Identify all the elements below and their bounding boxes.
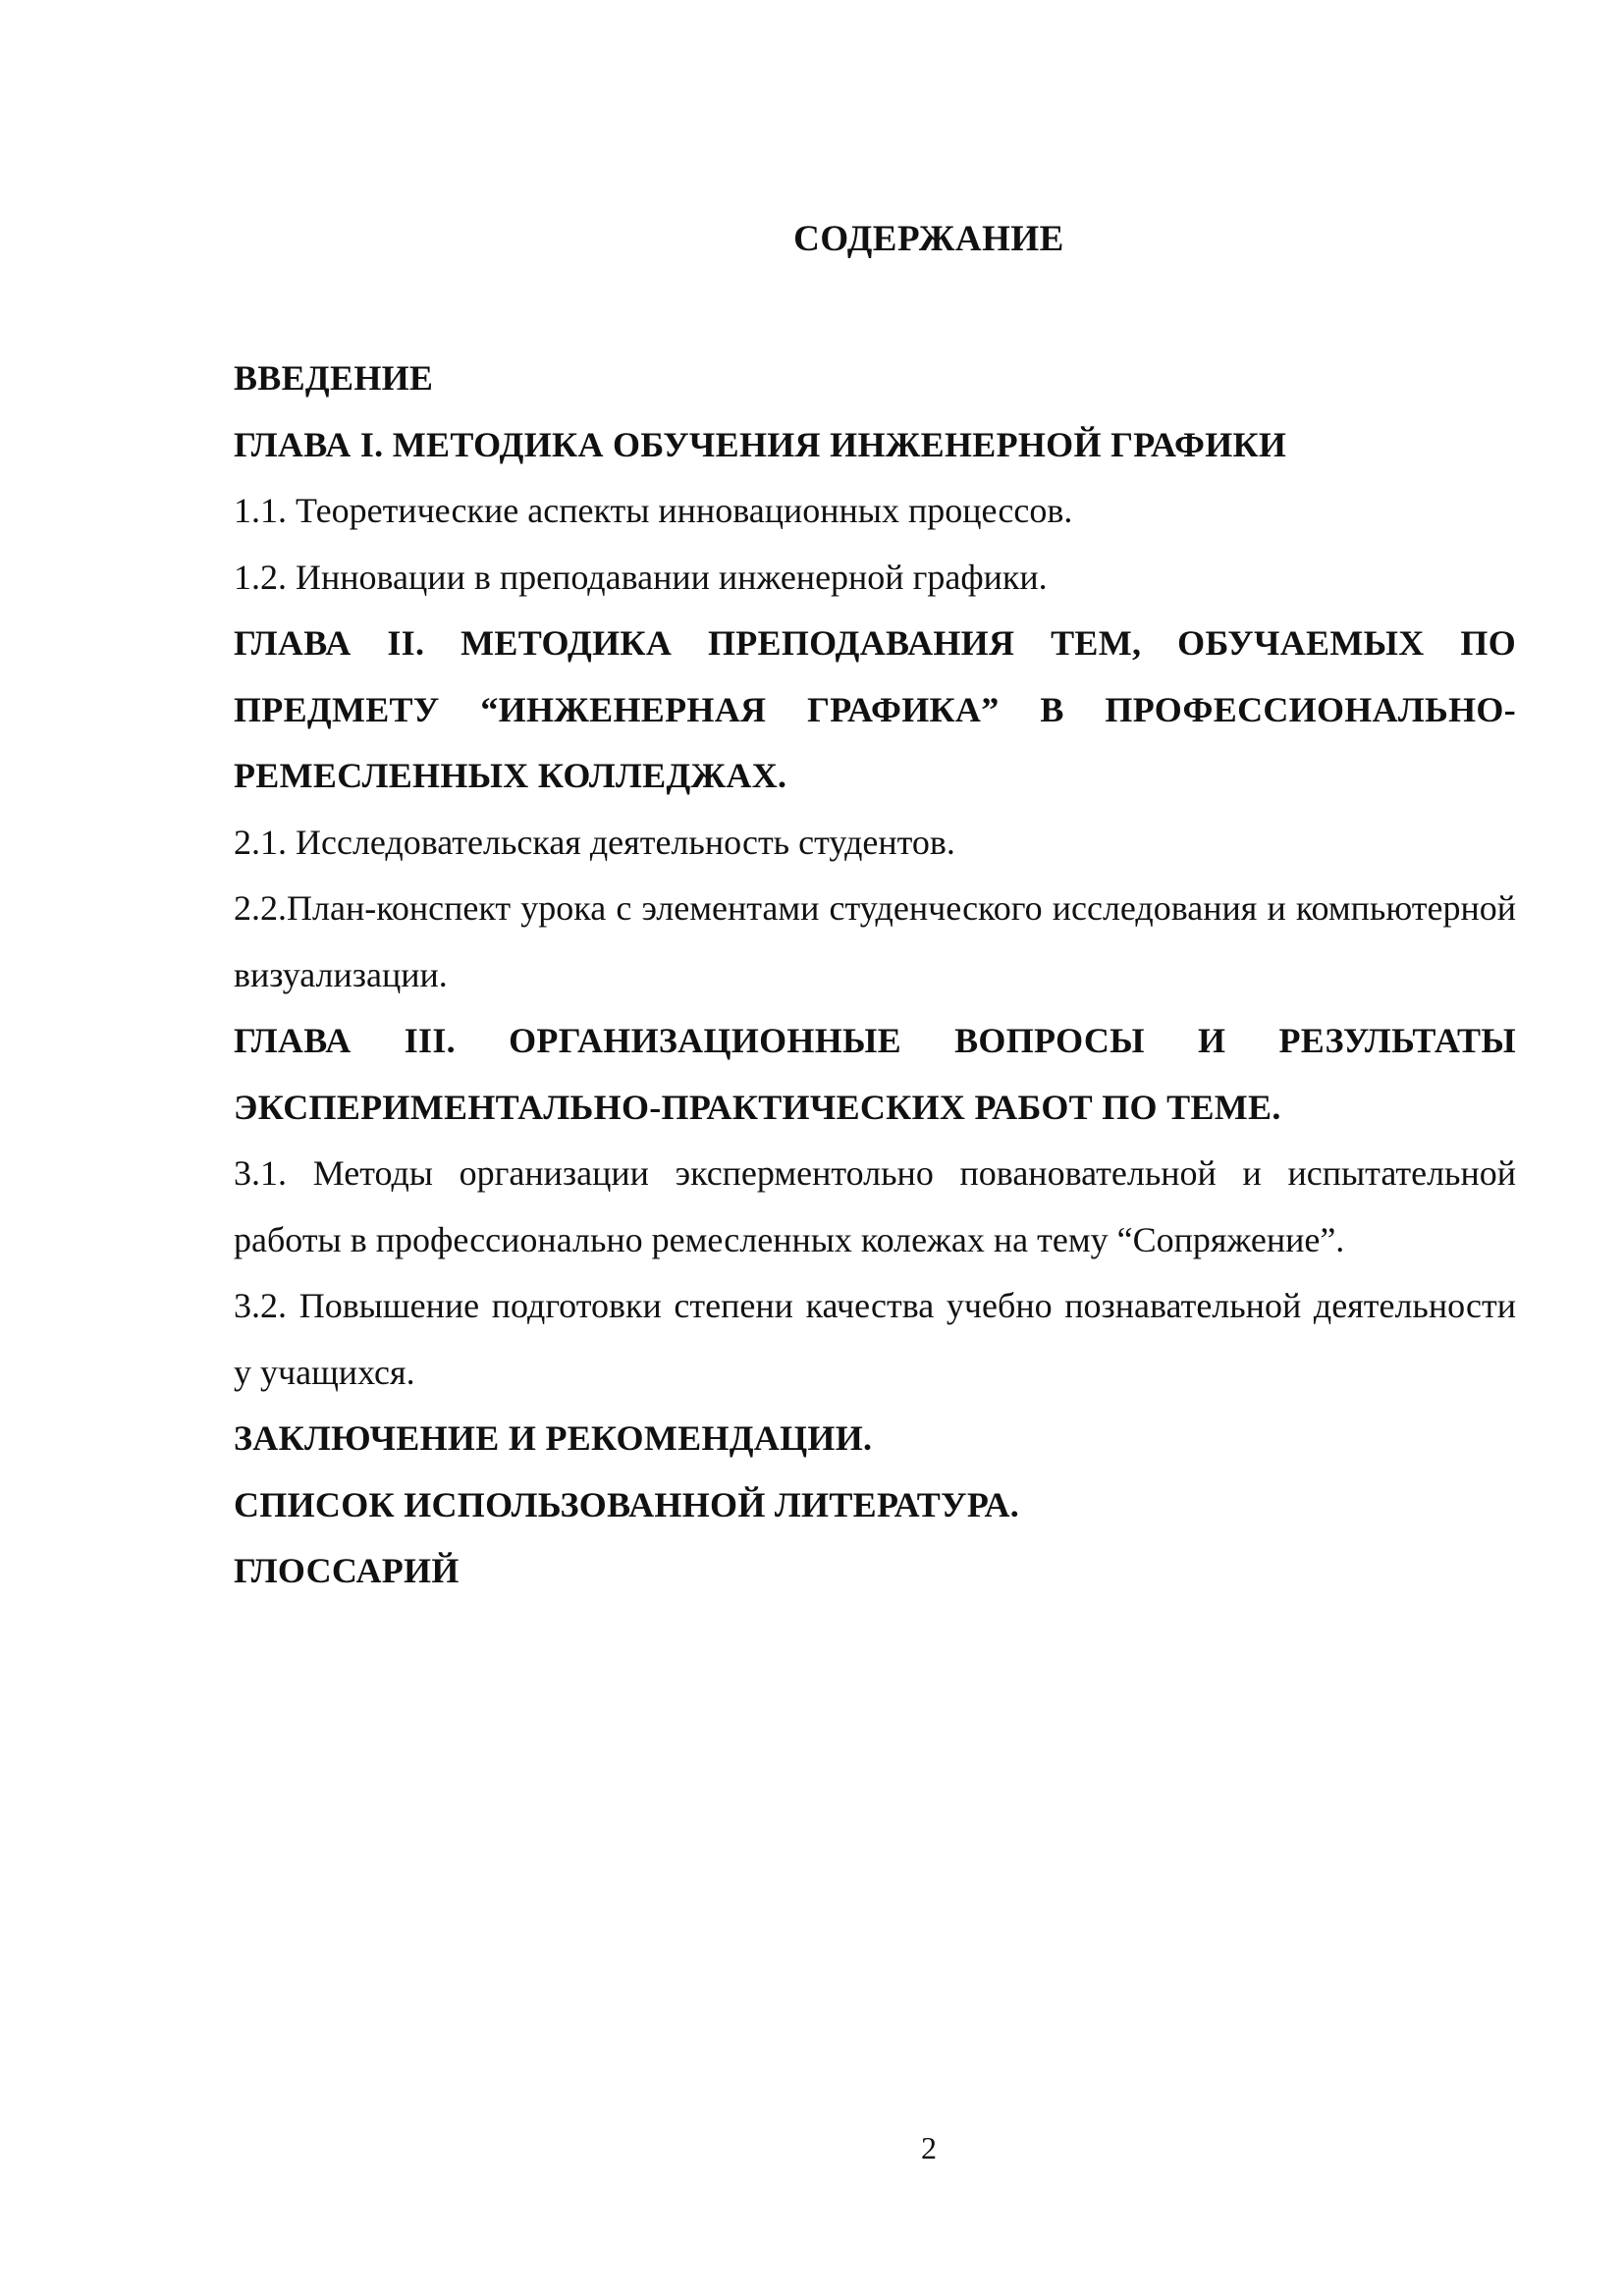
toc-entry-conclusion: ЗАКЛЮЧЕНИЕ И РЕКОМЕНДАЦИИ. [234,1418,873,1458]
toc-entry-section-3-1: 3.1. Методы организации эксперментольно повановательной и испытательной работы в профессионально ремесленных колежах на тему “Сопряжение”. [234,1153,1516,1259]
toc-entry-chapter-3: ГЛАВА III. ОРГАНИЗАЦИОННЫЕ ВОПРОСЫ И РЕЗУЛЬТАТЫ ЭКСПЕРИМЕНТАЛЬНО-ПРАКТИЧЕСКИХ РАБОТ ПО ТЕМЕ. [234,1021,1516,1127]
page-title: СОДЕРЖАНИЕ [793,219,1064,259]
toc-entry-section-1-1: 1.1. Теоретические аспекты инновационных процессов. [234,491,1073,530]
page-number: 2 [921,2130,937,2165]
toc-entry-section-3-2: 3.2. Повышение подготовки степени качества учебно познавательной деятельности у учащихся. [234,1286,1516,1392]
toc-entry-chapter-2: ГЛАВА II. МЕТОДИКА ПРЕПОДАВАНИЯ ТЕМ, ОБУЧАЕМЫХ ПО ПРЕДМЕТУ “ИНЖЕНЕРНАЯ ГРАФИКА” В ПРОФЕССИОНАЛЬНО-РЕМЕСЛЕННЫХ КОЛЛЕДЖАХ. [234,623,1516,795]
toc-entry-references: СПИСОК ИСПОЛЬЗОВАННОЙ ЛИТЕРАТУРА. [234,1484,1020,1524]
toc-entry-introduction: ВВЕДЕНИЕ [234,358,434,398]
toc-entry-chapter-1: ГЛАВА I. МЕТОДИКА ОБУЧЕНИЯ ИНЖЕНЕРНОЙ ГРАФИКИ [234,424,1287,464]
table-of-contents [234,346,1516,1605]
toc-entry-section-1-2: 1.2. Инновации в преподавании инженерной графики. [234,557,1048,597]
toc-entry-section-2-2: 2.2.План-конспект урока с элементами студенческого исследования и компьютерной визуализации. [234,888,1516,994]
toc-entry-glossary: ГЛОССАРИЙ [234,1551,460,1590]
toc-entry-section-2-1: 2.1. Исследовательская деятельность студентов. [234,822,955,862]
